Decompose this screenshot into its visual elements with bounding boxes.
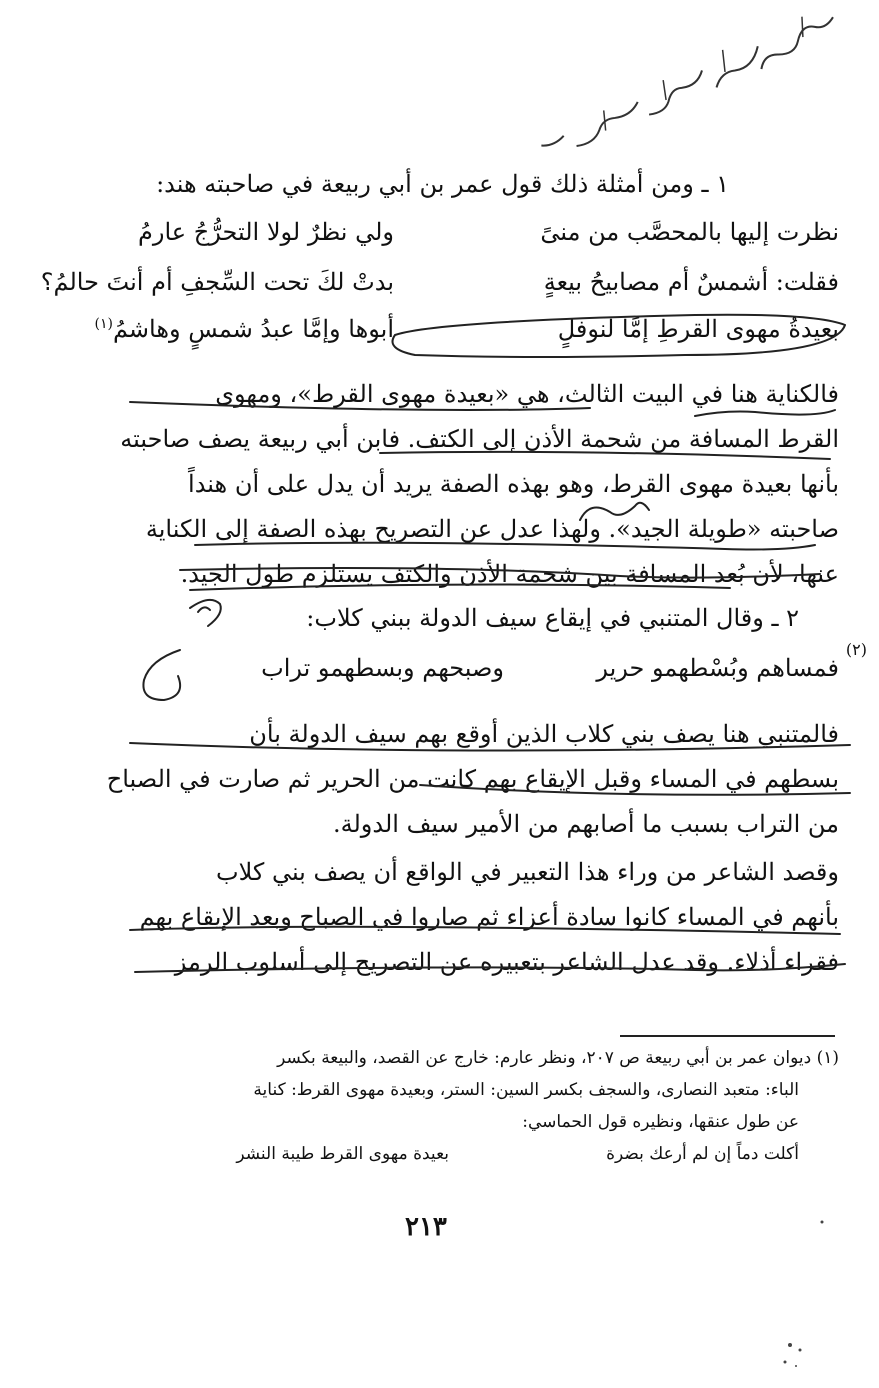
paragraph-3 (39, 850, 839, 985)
footnote (29, 1042, 839, 1170)
ink-speck (821, 1221, 824, 1224)
paragraph-line: فالمتنبي هنا يصف بني كلاب الذين أوقع بهم سيف الدولة بأن (249, 720, 839, 748)
handwritten-margin-note (508, 0, 862, 175)
paragraph-2 (39, 712, 839, 847)
paragraph-line: بأنهم في المساء كانوا سادة أعزاء ثم صاروا في الصباح وبعد الإيقاع بهم (139, 903, 839, 931)
paragraph-line: فقراء أذلاء. وقد عدل الشاعر بتعبيره عن التصريح إلى أسلوب الرمز (174, 948, 839, 976)
ink-speck (784, 1361, 787, 1364)
paragraph-1 (39, 372, 839, 597)
paragraph-line: فالكناية هنا في البيت الثالث، هي «بعيدة مهوى القرط»، ومهوى (215, 380, 839, 408)
ink-speck (799, 1349, 802, 1352)
paragraph-line: بسطهم في المساء وقبل الإيقاع بهم كانت من الحرير ثم صارت في الصباح (106, 765, 839, 793)
paragraph-line: من التراب بسبب ما أصابهم من الأمير سيف الدولة. (332, 810, 839, 838)
hemistich: نظرت إليها بالمحصَّب من منىً (540, 218, 839, 246)
hemistich: وصبحهم وبسطهمو تراب (261, 654, 504, 682)
hemistich: فمساهم وبُسْطهمو حرير (596, 654, 839, 682)
footnote-line: الباء: متعبد النصارى، والسجف بكسر السين: الستر، وبعيدة مهوى القرط: كناية (253, 1080, 799, 1100)
ink-margin-mark (190, 600, 221, 626)
handwritten-note-drawing (508, 0, 862, 175)
poem1-verse-1 (39, 218, 839, 258)
footnote-marker: (١) (94, 316, 113, 332)
footnote-marker: (٢) (845, 640, 867, 659)
hemistich (94, 315, 394, 343)
footnote-line: (١) ديوان عمر بن أبي ربيعة ص ٢٠٧، ونظر عارم: خارج عن القصد، والبيعة بكسر (277, 1048, 839, 1068)
hemistich-text: أبوها وإمَّا عبدُ شمسٍ وهاشمُ (112, 315, 394, 343)
poem1-verse-2 (39, 268, 839, 308)
intro-line-2: ٢ ـ وقال المتنبي في إيقاع سيف الدولة ببني كلاب: (306, 604, 799, 632)
paragraph-line: صاحبته «طويلة الجيد». ولهذا عدل عن التصريح بهذه الصفة إلى الكناية (145, 515, 839, 543)
intro-line-1: ١ ـ ومن أمثلة ذلك قول عمر بن أبي ربيعة في صاحبته هند: (156, 170, 729, 198)
paragraph-line: القرط المسافة من شحمة الأذن إلى الكتف. فابن أبي ربيعة يصف صاحبته (120, 425, 839, 453)
footnote-line: عن طول عنقها، ونظيره قول الحماسي: (522, 1112, 799, 1132)
paragraph-line: بأنها بعيدة مهوى القرط، وهو بهذه الصفة يريد أن يدل على أن هنداً (188, 470, 839, 498)
hemistich: بعيدة مهوى القرط طيبة النشر (236, 1144, 449, 1164)
poem1-verse-3 (39, 315, 839, 355)
footnote-separator (620, 1035, 835, 1037)
hemistich: بدتْ لكَ تحت السِّجفِ أم أنتَ حالمُ؟ (40, 268, 394, 296)
hemistich: بعيدةُ مهوى القرطِ إمَّا لنوفلٍ (557, 315, 839, 343)
ink-speck (795, 1365, 797, 1367)
page-number: ٢١٣ (405, 1212, 447, 1242)
hemistich: ولي نظرٌ لولا التحرُّجُ عارمُ (138, 218, 394, 246)
poem2-verse (39, 640, 867, 694)
ink-speck (788, 1343, 792, 1347)
hemistich: فقلت: أشمسٌ أم مصابيحُ بيعةٍ (543, 268, 839, 296)
paragraph-line: عنها، لأن بُعد المسافة بين شحمة الأذن والكتف يستلزم طول الجيد. (180, 560, 839, 588)
hemistich: أكلت دماً إن لم أرعك بضرة (606, 1144, 799, 1164)
footnote-verse (29, 1138, 839, 1170)
paragraph-line: وقصد الشاعر من وراء هذا التعبير في الواقع أن يصف بني كلاب (215, 858, 839, 886)
